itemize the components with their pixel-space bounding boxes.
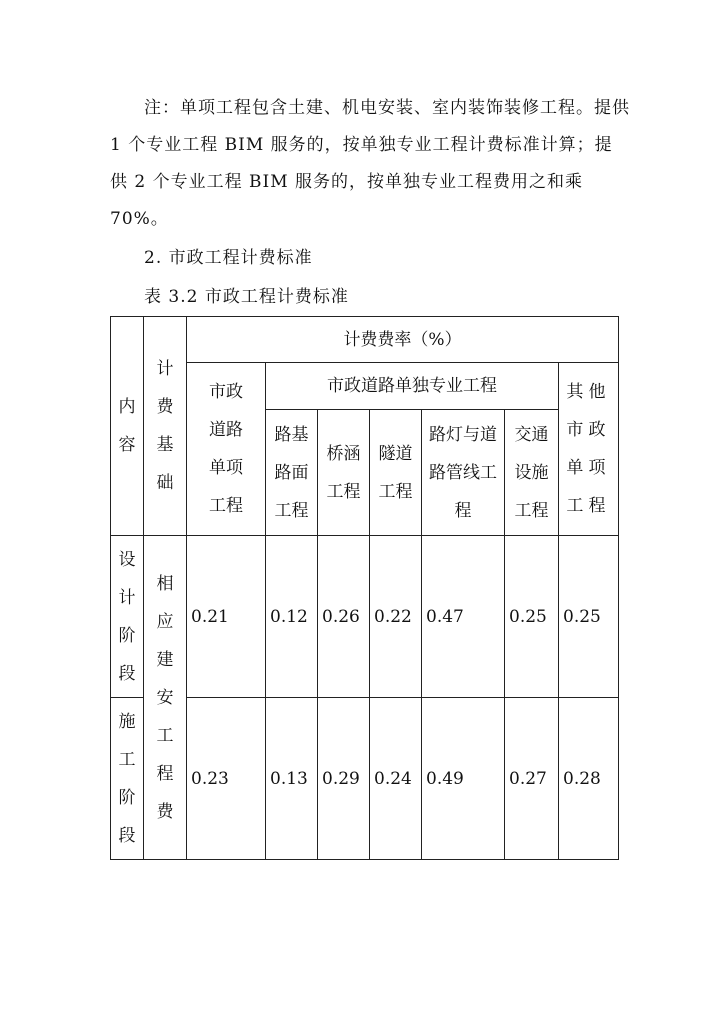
sub-col-lighting: 路灯与道路管线工程 <box>422 410 505 536</box>
rate-cell: 0.26 <box>318 536 370 698</box>
header-rate: 计费费率（%） <box>187 317 619 363</box>
row-label: 施工阶段 <box>111 698 144 860</box>
rate-cell: 0.22 <box>370 536 422 698</box>
col-other-project: 其他市政单项工程 <box>559 363 619 536</box>
rate-cell: 0.49 <box>422 698 505 860</box>
group-label: 市政道路单独专业工程 <box>266 363 559 410</box>
table-row <box>111 536 619 698</box>
table-caption: 表 3.2 市政工程计费标准 <box>144 287 349 307</box>
table-row <box>111 698 619 860</box>
rate-cell: 0.47 <box>422 536 505 698</box>
rate-cell: 0.24 <box>370 698 422 860</box>
rate-cell: 0.29 <box>318 698 370 860</box>
rate-cell: 0.28 <box>559 698 619 860</box>
rate-cell: 0.25 <box>505 536 559 698</box>
basis-value: 相应建安工程费 <box>144 536 187 860</box>
rate-cell: 0.12 <box>266 536 318 698</box>
fee-standard-table <box>110 316 619 860</box>
header-basis: 计费基础 <box>144 317 187 536</box>
sub-col-bridge: 桥涵工程 <box>318 410 370 536</box>
sub-col-traffic: 交通设施工程 <box>505 410 559 536</box>
note-paragraph: 注：单项工程包含土建、机电安装、室内装饰装修工程。提供 1 个专业工程 BIM 服务的，按单独专业工程计费标准计算；提供 2 个专业工程 BIM 服务的，按单独专业工程费用之和乘 70%。 <box>110 98 630 229</box>
sub-col-tunnel: 隧道工程 <box>370 410 422 536</box>
rate-cell: 0.21 <box>187 536 266 698</box>
col-single-project: 市政道路单项工程 <box>187 363 266 536</box>
rate-cell: 0.13 <box>266 698 318 860</box>
rate-cell: 0.23 <box>187 698 266 860</box>
section-heading: 2. 市政工程计费标准 <box>144 248 313 268</box>
sub-col-roadbed: 路基路面工程 <box>266 410 318 536</box>
row-label: 设计阶段 <box>111 536 144 698</box>
header-content: 内容 <box>111 317 144 536</box>
rate-cell: 0.27 <box>505 698 559 860</box>
rate-cell: 0.25 <box>559 536 619 698</box>
